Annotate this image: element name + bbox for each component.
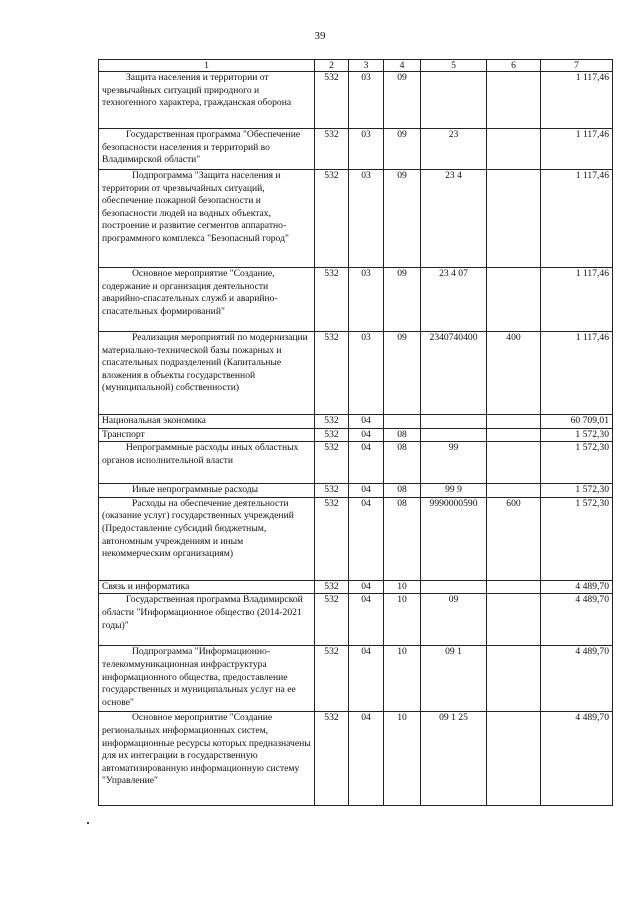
cell-col6 <box>487 129 541 170</box>
header-row <box>99 60 613 72</box>
cell-col4: 09 <box>384 129 421 170</box>
row-name: Реализация мероприятий по модернизации материально-технической базы пожарных и спасательных подразделений (Капитальные вложения в объекты государственной (муниципальной) собственности) <box>99 332 315 415</box>
cell-col7: 4 489,70 <box>541 580 613 594</box>
cell-col3: 04 <box>349 415 384 429</box>
cell-col7: 1 117,46 <box>541 129 613 170</box>
cell-col6 <box>487 712 541 806</box>
cell-col4: 08 <box>384 497 421 580</box>
cell-col4: 09 <box>384 170 421 268</box>
row-name: Подпрограмма "Защита населения и территории от чрезвычайных ситуаций, обеспечение пожарной безопасности и безопасности людей на водных объектах, построение и развитие сегментов аппаратно-программного комплекса "Безопасный город" <box>99 170 315 268</box>
cell-col3: 03 <box>349 268 384 332</box>
cell-col2: 532 <box>315 712 349 806</box>
cell-col7: 1 572,30 <box>541 428 613 442</box>
cell-col7: 1 117,46 <box>541 72 613 129</box>
row-name: Основное мероприятие "Создание, содержание и организация деятельности аварийно-спасательных служб и аварийно-спасательных формирований" <box>99 268 315 332</box>
cell-col2: 532 <box>315 580 349 594</box>
row-name: Национальная экономика <box>99 415 315 429</box>
cell-col3: 04 <box>349 442 384 484</box>
row-name: Расходы на обеспечение деятельности (оказание услуг) государственных учреждений (Предоставление субсидий бюджетным, автономным учреждениям и иным некоммерческим организациям) <box>99 497 315 580</box>
column-header: 7 <box>541 60 613 72</box>
cell-col3: 04 <box>349 646 384 712</box>
cell-col5: 23 4 07 <box>421 268 487 332</box>
cell-col2: 532 <box>315 497 349 580</box>
cell-col2: 532 <box>315 129 349 170</box>
cell-col5: 23 <box>421 129 487 170</box>
cell-col4: 09 <box>384 268 421 332</box>
cell-col3: 03 <box>349 332 384 415</box>
table-row <box>99 170 613 268</box>
cell-col4: 08 <box>384 484 421 498</box>
column-header: 5 <box>421 60 487 72</box>
cell-col4: 10 <box>384 646 421 712</box>
cell-col5: 23 4 <box>421 170 487 268</box>
cell-col6 <box>487 484 541 498</box>
cell-col5: 09 <box>421 594 487 646</box>
column-header: 1 <box>99 60 315 72</box>
cell-col5: 2340740400 <box>421 332 487 415</box>
cell-col4: 10 <box>384 580 421 594</box>
cell-col3: 04 <box>349 484 384 498</box>
cell-col7: 4 489,70 <box>541 646 613 712</box>
cell-col6 <box>487 580 541 594</box>
cell-col7: 4 489,70 <box>541 712 613 806</box>
cell-col2: 532 <box>315 72 349 129</box>
table-row <box>99 484 613 498</box>
cell-col5 <box>421 72 487 129</box>
cell-col4: 10 <box>384 594 421 646</box>
table-row <box>99 712 613 806</box>
table-row <box>99 646 613 712</box>
cell-col2: 532 <box>315 646 349 712</box>
row-name: Непрограммные расходы иных областных органов исполнительной власти <box>99 442 315 484</box>
cell-col6: 400 <box>487 332 541 415</box>
cell-col5: 99 9 <box>421 484 487 498</box>
table-row <box>99 415 613 429</box>
cell-col5 <box>421 415 487 429</box>
table-row <box>99 129 613 170</box>
cell-col6 <box>487 442 541 484</box>
row-name: Подпрограмма "Информационно-телекоммуникационная инфраструктура информационного общества, предоставление государственных и муниципальных услуг на ее основе" <box>99 646 315 712</box>
row-name: Связь и информатика <box>99 580 315 594</box>
cell-col3: 03 <box>349 72 384 129</box>
column-header: 2 <box>315 60 349 72</box>
cell-col6 <box>487 72 541 129</box>
column-header: 3 <box>349 60 384 72</box>
cell-col5: 9990000590 <box>421 497 487 580</box>
cell-col5 <box>421 428 487 442</box>
table-row <box>99 580 613 594</box>
cell-col3: 04 <box>349 712 384 806</box>
column-header: 4 <box>384 60 421 72</box>
table-row <box>99 268 613 332</box>
cell-col2: 532 <box>315 170 349 268</box>
cell-col4: 08 <box>384 428 421 442</box>
cell-col6 <box>487 268 541 332</box>
cell-col5 <box>421 580 487 594</box>
cell-col7: 60 709,01 <box>541 415 613 429</box>
cell-col7: 4 489,70 <box>541 594 613 646</box>
cell-col3: 04 <box>349 580 384 594</box>
cell-col4: 08 <box>384 442 421 484</box>
cell-col5: 99 <box>421 442 487 484</box>
cell-col6 <box>487 415 541 429</box>
table-row <box>99 72 613 129</box>
cell-col2: 532 <box>315 332 349 415</box>
row-name: Основное мероприятие "Создание региональных информационных систем, информационные ресурсы которых предназначены для их интеграции в государственную автоматизированную информационную систему "Управление" <box>99 712 315 806</box>
cell-col6 <box>487 170 541 268</box>
cell-col5: 09 1 25 <box>421 712 487 806</box>
table-row <box>99 594 613 646</box>
row-name: Государственная программа Владимирской области "Информационное общество (2014-2021 годы)" <box>99 594 315 646</box>
cell-col3: 04 <box>349 497 384 580</box>
row-name: Защита населения и территории от чрезвычайных ситуаций природного и техногенного характера, гражданская оборона <box>99 72 315 129</box>
cell-col4 <box>384 415 421 429</box>
cell-col3: 04 <box>349 428 384 442</box>
row-name: Государственная программа "Обеспечение безопасности населения и территорий во Владимирской области" <box>99 129 315 170</box>
table-row <box>99 497 613 580</box>
cell-col2: 532 <box>315 415 349 429</box>
cell-col7: 1 572,30 <box>541 484 613 498</box>
column-header: 6 <box>487 60 541 72</box>
page-number: 39 <box>314 30 326 42</box>
row-name: Иные непрограммные расходы <box>99 484 315 498</box>
cell-col7: 1 117,46 <box>541 332 613 415</box>
cell-col2: 532 <box>315 442 349 484</box>
table-row <box>99 428 613 442</box>
cell-col6 <box>487 646 541 712</box>
cell-col6 <box>487 594 541 646</box>
table-row <box>99 332 613 415</box>
scan-speck <box>87 822 89 824</box>
cell-col4: 10 <box>384 712 421 806</box>
budget-table <box>98 59 613 806</box>
cell-col6: 600 <box>487 497 541 580</box>
cell-col3: 03 <box>349 129 384 170</box>
cell-col2: 532 <box>315 484 349 498</box>
cell-col5: 09 1 <box>421 646 487 712</box>
cell-col2: 532 <box>315 428 349 442</box>
cell-col7: 1 117,46 <box>541 170 613 268</box>
cell-col7: 1 117,46 <box>541 268 613 332</box>
cell-col4: 09 <box>384 332 421 415</box>
cell-col2: 532 <box>315 594 349 646</box>
table-row <box>99 442 613 484</box>
cell-col2: 532 <box>315 268 349 332</box>
cell-col4: 09 <box>384 72 421 129</box>
cell-col6 <box>487 428 541 442</box>
cell-col3: 04 <box>349 594 384 646</box>
cell-col3: 03 <box>349 170 384 268</box>
cell-col7: 1 572,30 <box>541 497 613 580</box>
row-name: Транспорт <box>99 428 315 442</box>
cell-col7: 1 572,30 <box>541 442 613 484</box>
